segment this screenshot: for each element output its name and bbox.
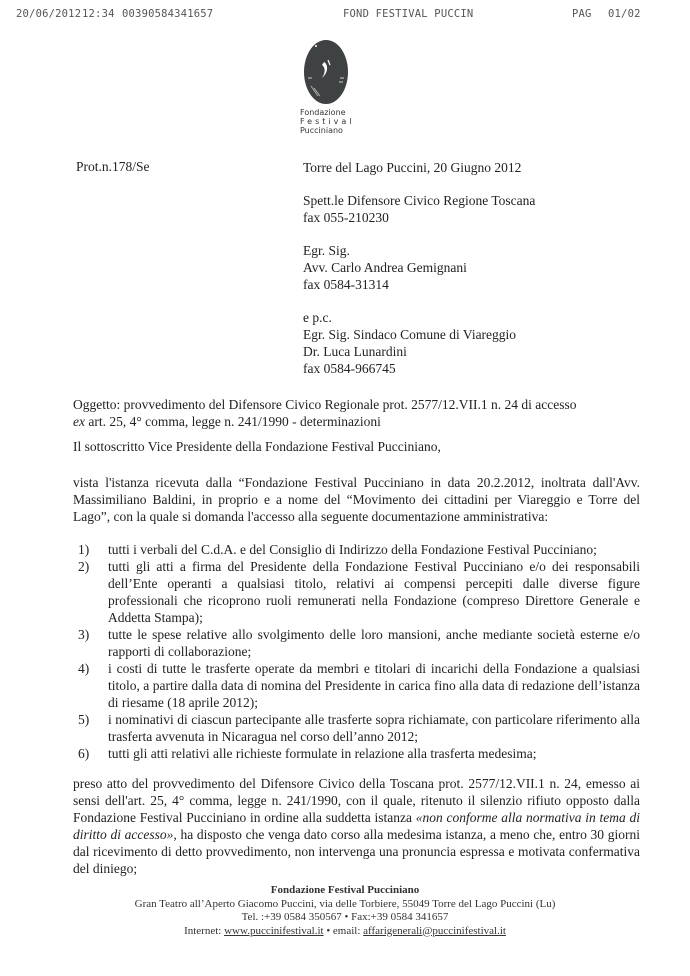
recipient-fax: fax 055-210230 [303,210,389,225]
subject [73,396,640,430]
list-text: tutti gli atti relativi alle richieste formulate in relazione alla trasferta medesima; [108,746,537,761]
foundation-logo [296,38,396,138]
preso-atto-paragraph [73,775,640,877]
internet-label: Internet: [184,924,225,937]
puccini-oval-logo-icon [302,38,350,106]
cc-label: e p.c. [303,310,332,325]
list-text: tutte le spese relative allo svolgimento delle loro mansioni, anche mediante società esterne e/o rapporti di collaborazione; [108,627,640,659]
list-item [78,711,640,745]
recipient-line: Dr. Luca Lunardini [303,344,407,359]
list-number: 2) [78,559,90,574]
protocol-number: Prot.n.178/Se [76,159,150,174]
fax-sender: FOND FESTIVAL PUCCIN [343,8,474,20]
logo-line: Fondazione [300,108,346,117]
subject-ex: ex [73,414,85,429]
preso-quote: «non conforme alla normativa in tema di diritto di accesso» [73,810,640,842]
letterhead-footer [0,884,690,938]
address-block [303,159,535,377]
subject-rest: art. 25, 4° comma, legge n. 241/1990 - determinazioni [84,414,381,429]
logo-line: Festival [300,117,355,126]
place-date: Torre del Lago Puccini, 20 Giugno 2012 [303,160,522,175]
list-number: 5) [78,712,90,727]
recipient-line: Avv. Carlo Andrea Gemignani [303,260,467,275]
fax-number: 00390584341657 [122,8,214,20]
recipient-fax: fax 0584-966745 [303,361,396,376]
recipient-fax: fax 0584-31314 [303,277,389,292]
preso-text: preso atto del provvedimento del Difensore Civico della Toscana prot. 2577/12.VII.1 n. 24, emesso ai sensi dell'art. 25, 4° comma, legge n. 241/1990, con il quale, ritenuto il silenzio rifiuto opposto dalla Fondazione Festival Pucciniano in ordine alla suddetta istanza [73,776,640,825]
preso-text-end: , ha disposto che venga dato corso alla medesima istanza, a meno che, entro 30 giorni dal ricevimento di detto provvedimento, non intervenga una pronuncia espressa e motivata confermativa del diniego; [73,827,640,876]
email-label: • email: [323,924,364,937]
recipient-line: Spett.le Difensore Civico Regione Toscana [303,193,536,208]
email-link[interactable]: affarigenerali@puccinifestival.it [363,924,506,937]
footer-tel-fax: Tel. :+39 0584 350567 • Fax:+39 0584 341657 [241,911,449,923]
fax-page-label: PAG [572,8,592,20]
footer-org: Fondazione Festival Pucciniano [270,884,420,896]
footer-contacts [0,925,690,939]
fax-time: 12:34 [82,8,115,20]
requested-documents-list [78,541,640,762]
logo-text [300,108,354,135]
fax-page-number: 01/02 [608,8,641,20]
footer-address: Gran Teatro all’Aperto Giacomo Puccini, via delle Torbiere, 55049 Torre del Lago Puccini (Lu) [134,897,556,910]
list-item [78,558,640,626]
fax-date: 20/06/2012 [16,8,82,20]
website-link[interactable]: www.puccinifestival.it [224,924,324,937]
list-text: tutti gli atti a firma del Presidente della Fondazione Festival Pucciniano e/o dei responsabili dell’Ente operanti a qualsiasi titolo, relativi ai compensi percepiti dalle diverse figure professionali che ricoprono ruoli remunerati nella Fondazione (compreso Direttore Generale e Addetta Stampa); [108,559,640,625]
vista-paragraph: vista l'istanza ricevuta dalla “Fondazione Festival Pucciniano in data 20.2.2012, inoltrata dall'Avv. Massimiliano Baldini, in proprio e a nome del “Movimento dei cittadini per Viareggio e Torre del Lago”, con la quale si domanda l'accesso alla seguente documentazione amministrativa: [73,475,640,524]
list-item [78,660,640,711]
list-item [78,626,640,660]
list-number: 3) [78,627,90,642]
fax-transmission-header [0,8,690,22]
list-text: i costi di tutte le trasferte operate da membri e titolari di incarichi della Fondazione a qualsiasi titolo, a partire dalla data di nomina del Presidente in carica fino alla data di redazione dell’istanza di riesame (18 aprile 2012); [108,661,640,710]
list-number: 6) [78,746,90,761]
list-text: tutti i verbali del C.d.A. e del Consiglio di Indirizzo della Fondazione Festival Pucciniano; [108,542,597,557]
logo-line: Pucciniano [300,126,343,135]
signer-paragraph: Il sottoscritto Vice Presidente della Fondazione Festival Pucciniano, [73,439,441,454]
list-text: i nominativi di ciascun partecipante alle trasferte sopra richiamate, con particolare riferimento alla trasferta avvenuta in Nicaragua nel corso dell’anno 2012; [108,712,640,744]
list-number: 4) [78,661,90,676]
list-number: 1) [78,542,90,557]
subject-line-2 [73,413,640,430]
subject-line-1: Oggetto: provvedimento del Difensore Civico Regionale prot. 2577/12.VII.1 n. 24 di accesso [73,397,577,412]
recipient-line: Egr. Sig. [303,243,350,258]
list-item [78,541,640,558]
list-item [78,745,640,762]
recipient-line: Egr. Sig. Sindaco Comune di Viareggio [303,327,517,342]
